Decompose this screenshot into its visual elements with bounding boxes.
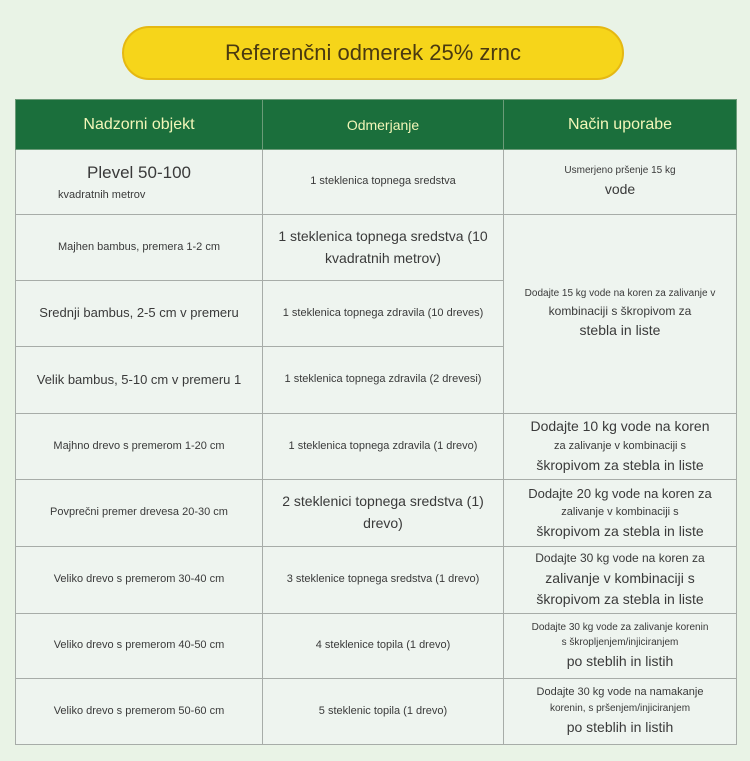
usage-line: zalivanje v kombinaciji s xyxy=(545,569,695,586)
usage-line: po steblih in listih xyxy=(566,718,674,735)
dose-cell: 1 steklenica topnega sredstva xyxy=(263,150,504,215)
header-dosage: Odmerjanje xyxy=(263,100,504,150)
table-header-row xyxy=(16,100,737,150)
page-title: Referenčni odmerek 25% zrnc xyxy=(225,40,521,65)
dose-cell: 1 steklenica topnega zdravila (10 dreves) xyxy=(263,281,504,347)
usage-cell xyxy=(504,150,737,215)
usage-cell xyxy=(504,480,737,547)
dose-cell: 5 steklenic topila (1 drevo) xyxy=(263,678,504,744)
usage-line: po steblih in listih xyxy=(566,652,674,669)
usage-line: škropivom za stebla in liste xyxy=(536,522,704,539)
table-row xyxy=(16,215,737,281)
table-row xyxy=(16,480,737,547)
usage-cell-bamboo xyxy=(504,215,737,414)
dose-cell: 1 steklenica topnega zdravila (2 drevesi) xyxy=(263,347,504,414)
usage-cell xyxy=(504,414,737,480)
dose-cell: 4 steklenice topila (1 drevo) xyxy=(263,613,504,678)
usage-line: Dodajte 30 kg vode na namakanje xyxy=(536,686,704,699)
table-row xyxy=(16,678,737,744)
table-row xyxy=(16,613,737,678)
table-row xyxy=(16,150,737,215)
object-cell: Veliko drevo s premerom 40-50 cm xyxy=(16,613,263,678)
object-cell: Majhno drevo s premerom 1-20 cm xyxy=(16,414,263,480)
object-cell: Povprečni premer drevesa 20-30 cm xyxy=(16,480,263,547)
usage-line: korenin, s pršenjem/injiciranjem xyxy=(549,703,691,715)
usage-line: Dodajte 10 kg vode na koren xyxy=(530,418,710,435)
usage-line: Dodajte 30 kg vode na koren za xyxy=(535,551,705,565)
usage-line: Usmerjeno pršenje 15 kg xyxy=(564,165,676,177)
table-row xyxy=(16,414,737,480)
usage-line: za zalivanje v kombinaciji s xyxy=(553,439,687,452)
usage-line: škropivom za stebla in liste xyxy=(536,591,704,608)
object-sub: kvadratnih metrov xyxy=(58,188,146,201)
object-cell: Velik bambus, 5-10 cm v premeru 1 xyxy=(16,347,263,414)
header-control-object: Nadzorni objekt xyxy=(16,100,263,150)
usage-line: škropivom za stebla in liste xyxy=(536,457,704,474)
usage-line: zalivanje v kombinaciji s xyxy=(561,505,679,518)
usage-line: Dodajte 15 kg vode na koren za zalivanje v xyxy=(524,288,716,300)
title-banner xyxy=(122,26,624,80)
object-cell xyxy=(16,150,263,215)
dosage-table xyxy=(15,99,737,745)
usage-cell xyxy=(504,613,737,678)
dose-cell: 3 steklenice topnega sredstva (1 drevo) xyxy=(263,547,504,614)
usage-line: s škropljenjem/injiciranjem xyxy=(561,637,679,649)
usage-line: Dodajte 30 kg vode za zalivanje korenin xyxy=(531,621,709,633)
object-cell: Srednji bambus, 2-5 cm v premeru xyxy=(16,281,263,347)
dose-cell: 1 steklenica topnega sredstva (10 kvadratnih metrov) xyxy=(263,215,504,281)
header-usage: Način uporabe xyxy=(504,100,737,150)
usage-cell xyxy=(504,678,737,744)
usage-line: vode xyxy=(604,180,636,197)
object-main: Plevel 50-100 xyxy=(87,163,191,183)
table-row xyxy=(16,547,737,614)
usage-line: stebla in liste xyxy=(579,322,661,339)
object-cell: Veliko drevo s premerom 30-40 cm xyxy=(16,547,263,614)
dose-cell: 1 steklenica topnega zdravila (1 drevo) xyxy=(263,414,504,480)
usage-line: Dodajte 20 kg vode na koren za xyxy=(528,485,712,501)
object-cell: Veliko drevo s premerom 50-60 cm xyxy=(16,678,263,744)
usage-line: kombinaciji s škropivom za xyxy=(548,303,692,318)
object-cell: Majhen bambus, premera 1-2 cm xyxy=(16,215,263,281)
dose-cell: 2 steklenici topnega sredstva (1) drevo) xyxy=(263,480,504,547)
usage-cell xyxy=(504,547,737,614)
